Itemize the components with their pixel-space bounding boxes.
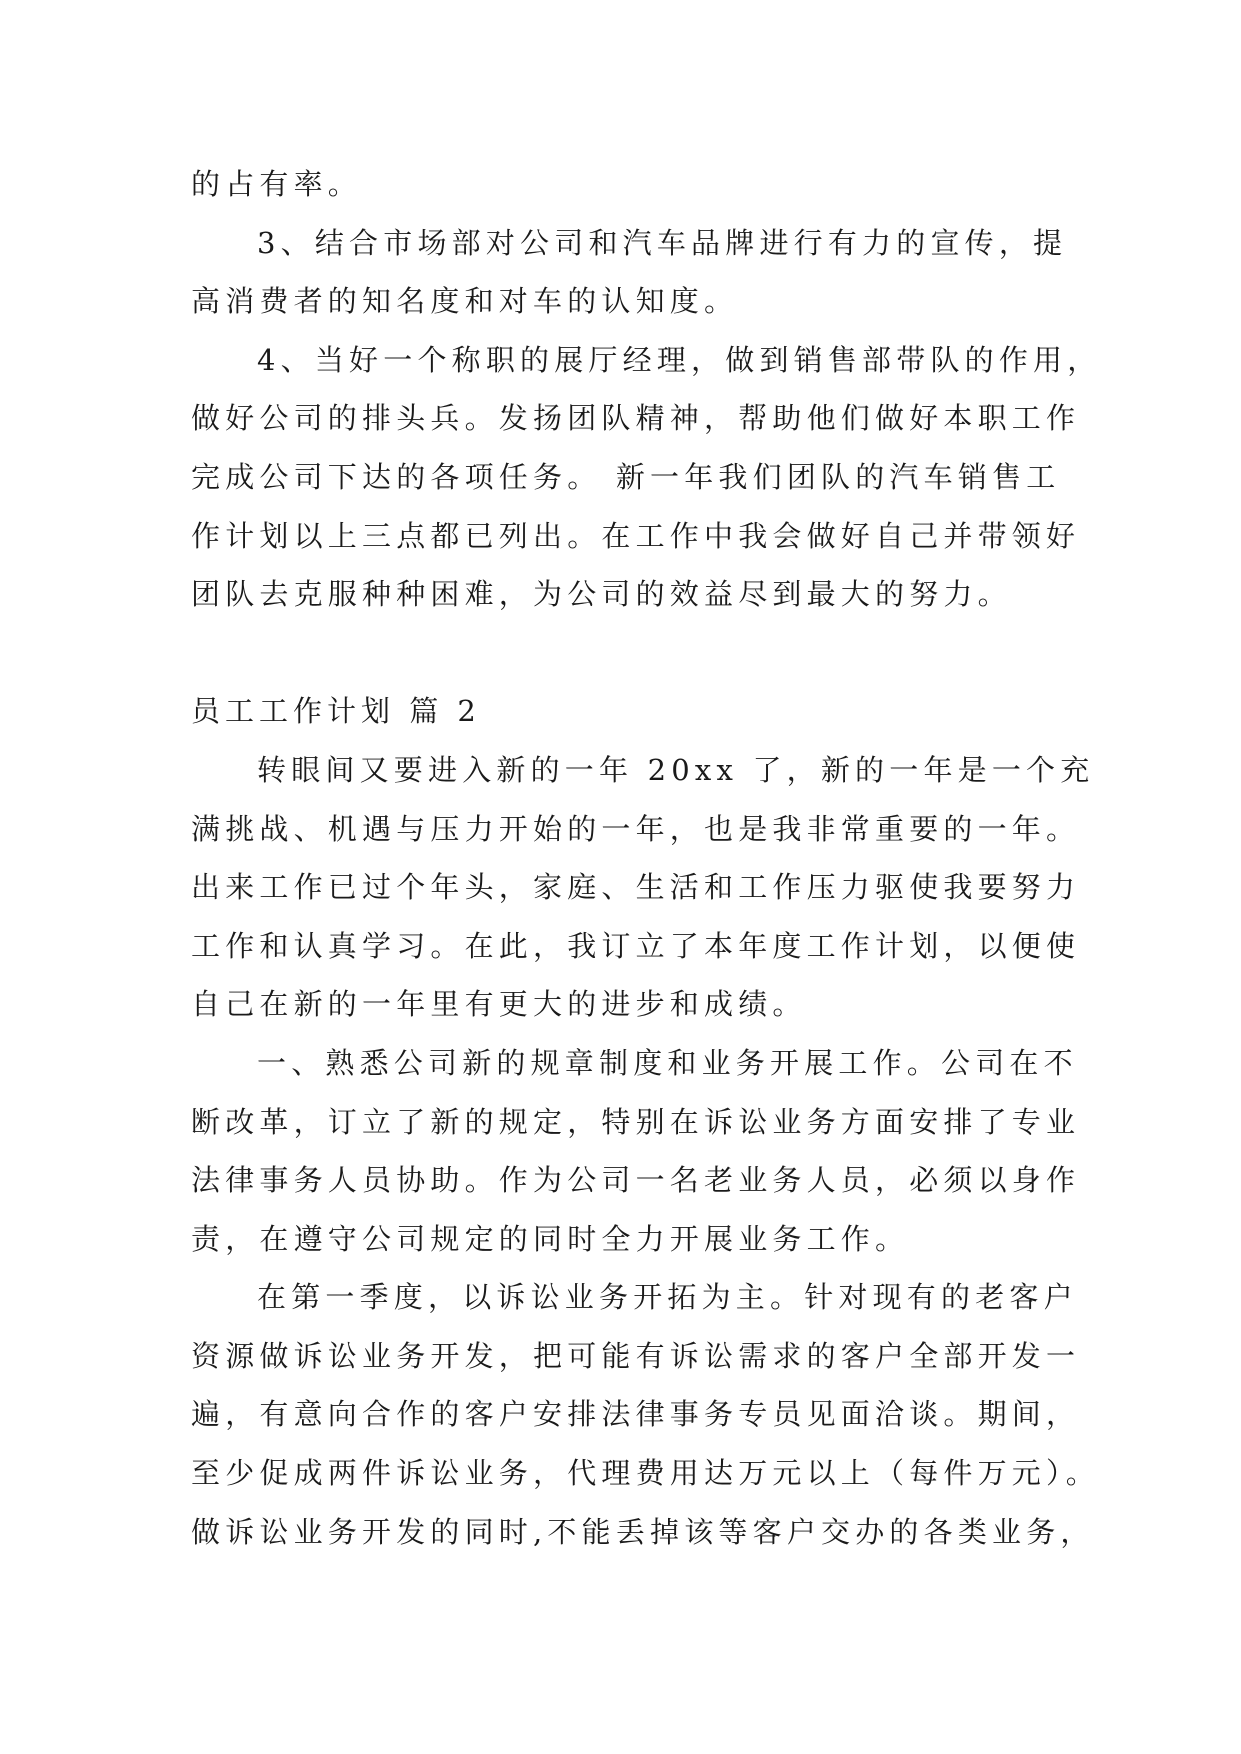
paragraph-line: 责，在遵守公司规定的同时全力开展业务工作。	[191, 1221, 910, 1256]
paragraph-line: 工作和认真学习。在此，我订立了本年度工作计划，以便使	[191, 928, 1081, 963]
paragraph-line: 3、结合市场部对公司和汽车品牌进行有力的宣传，提	[257, 225, 1068, 260]
paragraph-line: 出来工作已过个年头，家庭、生活和工作压力驱使我要努力	[191, 870, 1081, 905]
paragraph-line: 断改革，订立了新的规定，特别在诉讼业务方面安排了专业	[191, 1104, 1081, 1139]
paragraph-line: 团队去克服种种困难，为公司的效益尽到最大的努力。	[191, 577, 1012, 612]
paragraph-line: 做好公司的排头兵。发扬团队精神，帮助他们做好本职工作	[191, 401, 1081, 436]
paragraph-line: 完成公司下达的各项任务。 新一年我们团队的汽车销售工	[191, 459, 1061, 494]
document-body	[191, 155, 1102, 1561]
paragraph-line: 遍，有意向合作的客户安排法律事务专员见面洽谈。期间，	[191, 1397, 1081, 1432]
paragraph-line: 4、当好一个称职的展厅经理，做到销售部带队的作用，	[257, 342, 1102, 377]
paragraph-line: 一、熟悉公司新的规章制度和业务开展工作。公司在不	[257, 1045, 1078, 1080]
paragraph-line: 转眼间又要进入新的一年 20xx 了，新的一年是一个充	[257, 752, 1095, 787]
paragraph-line: 高消费者的知名度和对车的认知度。	[191, 284, 739, 319]
section-heading: 员工工作计划 篇 2	[191, 694, 481, 729]
paragraph-line: 法律事务人员协助。作为公司一名老业务人员，必须以身作	[191, 1163, 1081, 1198]
paragraph-line: 满挑战、机遇与压力开始的一年，也是我非常重要的一年。	[191, 811, 1081, 846]
paragraph-line: 在第一季度，以诉讼业务开拓为主。针对现有的老客户	[257, 1280, 1078, 1315]
blank-line	[191, 624, 1061, 683]
paragraph-line: 做诉讼业务开发的同时,不能丢掉该等客户交办的各类业务，	[191, 1514, 1095, 1549]
paragraph-line: 至少促成两件诉讼业务，代理费用达万元以上（每件万元）。	[191, 1456, 1100, 1491]
paragraph-line: 作计划以上三点都已列出。在工作中我会做好自己并带领好	[191, 518, 1081, 553]
paragraph-line: 资源做诉讼业务开发，把可能有诉讼需求的客户全部开发一	[191, 1338, 1081, 1373]
paragraph-line: 自己在新的一年里有更大的进步和成绩。	[191, 987, 807, 1022]
paragraph-line: 的占有率。	[191, 167, 363, 201]
